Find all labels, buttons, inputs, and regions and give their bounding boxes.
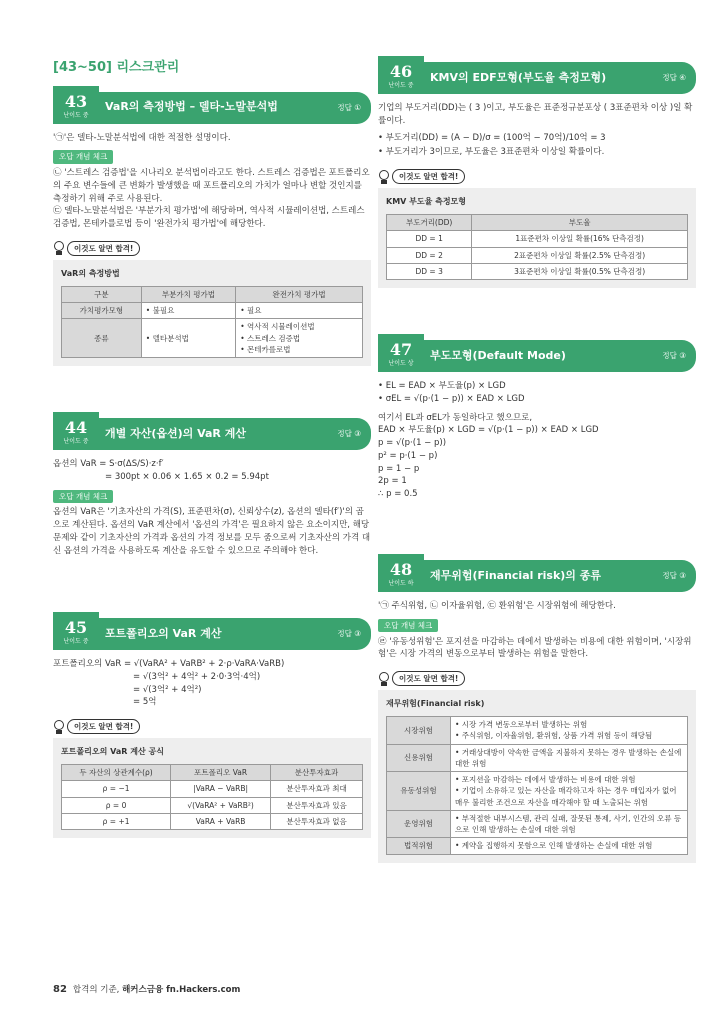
q48-badge: [378, 554, 424, 592]
q48-tag: 오답 개념 체크: [378, 619, 438, 632]
q43-statement: '㉠'은 델타-노말분석법에 대한 적절한 설명이다.: [53, 132, 231, 143]
table-header: 부도거리(DD): [387, 215, 472, 231]
q44-difficulty: 난이도 중: [63, 438, 89, 445]
table-header: 부분가치 평가법: [141, 286, 235, 302]
page-number: 82: [53, 984, 67, 995]
q45-formula-1: 포트폴리오의 VaR = √(VaRA² + VaRB² + 2·ρ·VaRA·VaRB): [53, 659, 285, 669]
q45-box: [53, 738, 371, 838]
q43-tip: [53, 241, 371, 256]
q46-difficulty: 난이도 중: [388, 82, 414, 89]
lightbulb-icon: [378, 672, 390, 686]
q46-header: [378, 62, 696, 94]
q48-note: ㉣ '유동성위험'은 포지션을 마감하는 데에서 발생하는 비용에 대한 위험이며, '시장위험'은 시장 가격의 변동으로부터 발생하는 위험을 말한다.: [378, 636, 692, 660]
table-row: [387, 717, 688, 745]
table-cell: 시장위험: [387, 717, 451, 745]
list-item: • 주식위험, 이자율위험, 환위험, 상품 가격 위험 등이 해당됨: [455, 731, 653, 741]
q47-answer: 정답 ③: [662, 351, 686, 361]
page-footer: [53, 982, 240, 997]
table-cell: 법적위험: [387, 838, 451, 854]
q47-line: p² = p·(1 − p): [378, 450, 438, 461]
q45-box-title: 포트폴리오의 VaR 계산 공식: [61, 747, 164, 756]
q43-box-title: VaR의 측정방법: [61, 268, 120, 278]
table-cell: 유동성위험: [387, 772, 451, 811]
q46-tip-label: 이것도 알면 합격!: [392, 169, 465, 184]
q43-number: 43: [64, 91, 88, 111]
table-header: 포트폴리오 VaR: [171, 765, 271, 781]
q44-header: [53, 418, 371, 450]
q47-header: [378, 340, 696, 372]
list-item: • 부적절한 내부시스템, 관리 실패, 잘못된 통제, 사기, 인간의 오류 등으로 인해 발생하는 손실에 대한 위험: [455, 813, 682, 834]
table-header: 분산투자효과: [271, 765, 363, 781]
q48-table: [386, 716, 688, 855]
q47-line: ∴ p = 0.5: [378, 489, 418, 499]
q47-line: EAD × 부도율(p) × LGD = √(p·(1 − p)) × EAD × LGD: [378, 425, 599, 436]
table-cell: 분산투자효과 있음: [271, 797, 363, 813]
table-cell: [236, 319, 363, 358]
q44-title: 개별 자산(옵션)의 VaR 계산: [105, 426, 246, 440]
q43-badge: [53, 86, 99, 124]
q47-line: p = √(p·(1 − p)): [378, 438, 447, 448]
table-cell: ρ = +1: [62, 813, 171, 829]
q43-table: [61, 286, 363, 358]
left-column: [53, 58, 371, 366]
q48-box-title: 재무위험(Financial risk): [386, 699, 485, 708]
table-cell: 2표준편차 이상일 확률(2.5% 단측검정): [472, 247, 688, 263]
q46-statement: 기업의 부도거리(DD)는 ( 3 )이고, 부도율은 표준정규분포상 ( 3표준편차 이상 )일 확률이다.: [378, 103, 693, 126]
q48-difficulty: 난이도 하: [388, 580, 414, 587]
q45-tip: [53, 719, 371, 734]
q44-number: 44: [64, 418, 88, 437]
footer-brand: 해커스금융 fn.Hackers.com: [122, 985, 241, 995]
q46-box-title: KMV 부도율 측정모형: [386, 197, 467, 206]
table-row: [387, 810, 688, 838]
q48-answer: 정답 ③: [662, 571, 686, 581]
table-row: [387, 247, 688, 263]
q46-title: KMV의 EDF모형(부도율 측정모형): [430, 70, 607, 84]
q46-box: [378, 188, 696, 288]
table-row: [387, 231, 688, 247]
q46-tip: [378, 169, 696, 184]
q44-tag: 오답 개념 체크: [53, 490, 113, 503]
q45-number: 45: [64, 618, 88, 637]
table-cell: [451, 810, 688, 838]
lightbulb-icon: [53, 720, 65, 734]
table-cell: • 필요: [236, 303, 363, 319]
q48-title: 재무위험(Financial risk)의 종류: [430, 568, 602, 582]
q48-tip: [378, 671, 696, 686]
q43-note-2: ㉢ 델타-노말분석법은 '부분가치 평가법'에 해당하며, 역사적 시뮬레이션법, 스트레스 검증법, 몬테카를로법 등이 '완전가치 평가법'에 해당한다.: [53, 206, 365, 229]
table-cell: 분산투자효과 없음: [271, 813, 363, 829]
q46-table: [386, 214, 688, 280]
list-item: • 포지션을 마감하는 데에서 발생하는 비용에 대한 위험: [455, 775, 636, 784]
q48-tip-label: 이것도 알면 합격!: [392, 671, 465, 686]
q47-title: 부도모형(Default Mode): [430, 348, 566, 362]
q47-b1: • EL = EAD × 부도율(p) × LGD: [378, 381, 506, 391]
table-cell: 신용위험: [387, 744, 451, 772]
table-row: [387, 263, 688, 279]
q48-section: [378, 560, 696, 863]
table-cell: 분산투자효과 최대: [271, 781, 363, 797]
q45-formula-2: = √(3억² + 4억² + 2·0·3억·4억): [133, 671, 261, 682]
q46-badge: [378, 56, 424, 94]
q45-difficulty: 난이도 중: [63, 638, 89, 645]
lightbulb-icon: [53, 241, 65, 255]
table-cell: [451, 744, 688, 772]
table-cell: ρ = −1: [62, 781, 171, 797]
q45-title: 포트폴리오의 VaR 계산: [105, 626, 222, 640]
q43-header: [53, 92, 371, 124]
list-item: • 계약을 집행하지 못함으로 인해 발생하는 손실에 대한 위험: [455, 841, 653, 851]
lightbulb-icon: [378, 170, 390, 184]
q46-section: [378, 62, 696, 288]
list-item: • 역사적 시뮬레이션법: [240, 322, 315, 332]
q48-statement: '㉠ 주식위험, ㉡ 이자율위험, ㉢ 환위험'은 시장위험에 해당한다.: [378, 601, 616, 611]
table-cell: 종류: [62, 319, 142, 358]
q44-section: [53, 418, 371, 557]
q43-answer: 정답 ①: [337, 102, 361, 112]
q47-section: [378, 340, 696, 501]
list-item: • 거래상대방이 약속한 금액을 지불하지 못하는 경우 발생하는 손실에 대한 위험: [455, 747, 682, 768]
list-item: • 스트레스 검증법: [240, 333, 301, 343]
list-item: • 시장 가격 변동으로부터 발생하는 위험: [455, 720, 588, 729]
q47-line: 여기서 EL과 σEL가 동일하다고 했으므로,: [378, 412, 533, 423]
q45-header: [53, 618, 371, 650]
table-cell: [451, 772, 688, 811]
table-row: [387, 838, 688, 854]
table-cell: [451, 838, 688, 854]
q43-tip-label: 이것도 알면 합격!: [67, 241, 140, 256]
table-cell: DD = 2: [387, 247, 472, 263]
table-cell: • 불필요: [141, 303, 235, 319]
table-row: [62, 319, 363, 358]
q45-formula-4: = 5억: [133, 697, 157, 708]
q46-bullet-2: • 부도거리가 3이므로, 부도율은 3표준편차 이상일 확률이다.: [378, 147, 605, 158]
table-cell: VaRA + VaRB: [171, 813, 271, 829]
q43-difficulty: 난이도 중: [63, 111, 89, 119]
table-header: 두 자산의 상관계수(ρ): [62, 765, 171, 781]
q44-note: 옵션의 VaR은 '기초자산의 가격(S), 표준편차(σ), 신뢰상수(z), 옵션의 델타(f′)'의 곱으로 계산된다. 옵션의 VaR 계산에서 '옵션의 가격'은 필요하지 않은 요소이지만, 해당 문제와 같이 기초자산의 가격과 옵션의 가격 정보를 모두 줌으로써 기초자산의 가격 대신 옵션의 가격을 사용하도록 계산을 유도할 수 있으므로 주의해야 한다.: [53, 507, 371, 556]
table-cell: √(VaRA² + VaRB²): [171, 797, 271, 813]
table-row: [62, 813, 363, 829]
q46-answer: 정답 ④: [662, 73, 686, 83]
q47-b2: • σEL = √(p·(1 − p)) × EAD × LGD: [378, 393, 525, 404]
section-title: [43~50] 리스크관리: [53, 60, 180, 75]
q47-badge: [378, 334, 424, 372]
q43-note-1: ㉡ '스트레스 검증법'을 시나리오 분석법이라고도 한다. 스트레스 검증법은 포트폴리오의 주요 변수들에 큰 변화가 발생했을 때 포트폴리오의 가치가 얼마나 변할 것인지를 측정하기 위해 주로 사용된다.: [53, 168, 370, 204]
q46-bullet-1: • 부도거리(DD) = (A − D)/σ = (100억 − 70억)/10억 = 3: [378, 132, 606, 143]
table-header: 부도율: [472, 215, 688, 231]
table-cell: 운영위험: [387, 810, 451, 838]
q48-header: [378, 560, 696, 592]
table-row: [62, 303, 363, 319]
q43-title: VaR의 측정방법 – 델타-노말분석법: [105, 100, 278, 114]
q48-box: [378, 690, 696, 863]
q45-table: [61, 764, 363, 830]
table-row: [62, 781, 363, 797]
q47-line: p = 1 − p: [378, 463, 420, 474]
q47-line: 2p = 1: [378, 476, 407, 487]
table-row: [387, 744, 688, 772]
table-cell: • 델타분석법: [141, 319, 235, 358]
table-cell: DD = 1: [387, 231, 472, 247]
q46-number: 46: [389, 62, 413, 81]
q44-formula-2: = 300pt × 0.06 × 1.65 × 0.2 = 5.94pt: [105, 471, 269, 482]
q44-formula-1: 옵션의 VaR = S·σ(ΔS/S)·z·f′: [53, 459, 164, 469]
q45-section: [53, 618, 371, 838]
table-cell: DD = 3: [387, 263, 472, 279]
q48-number: 48: [389, 560, 413, 579]
q43-box: [53, 260, 371, 366]
table-cell: ρ = 0: [62, 797, 171, 813]
list-item: • 기업이 소유하고 있는 자산을 매각하고자 하는 경우 매입자가 없어 매우 불리한 조건으로 자산을 매각해야 할 때 노출되는 위험: [455, 786, 677, 807]
table-cell: 1표준편차 이상일 확률(16% 단측검정): [472, 231, 688, 247]
q44-badge: [53, 412, 99, 450]
list-item: • 몬테카를로법: [240, 344, 291, 354]
q47-difficulty: 난이도 상: [388, 360, 414, 367]
table-cell: 3표준편차 이상일 확률(0.5% 단측검정): [472, 263, 688, 279]
q43-tag: 오답 개념 체크: [53, 150, 113, 163]
q45-tip-label: 이것도 알면 합격!: [67, 719, 140, 734]
q47-number: 47: [389, 340, 413, 359]
table-header: 완전가치 평가법: [236, 286, 363, 302]
q45-badge: [53, 612, 99, 650]
table-header: 구분: [62, 286, 142, 302]
table-cell: 가치평가모형: [62, 303, 142, 319]
table-cell: [451, 717, 688, 745]
q45-formula-3: = √(3억² + 4억²): [133, 684, 202, 695]
table-cell: |VaRA − VaRB|: [171, 781, 271, 797]
table-row: [62, 797, 363, 813]
table-row: [387, 772, 688, 811]
q45-answer: 정답 ③: [337, 629, 361, 639]
q44-answer: 정답 ③: [337, 429, 361, 439]
footer-text: 합격의 기준,: [72, 985, 123, 995]
